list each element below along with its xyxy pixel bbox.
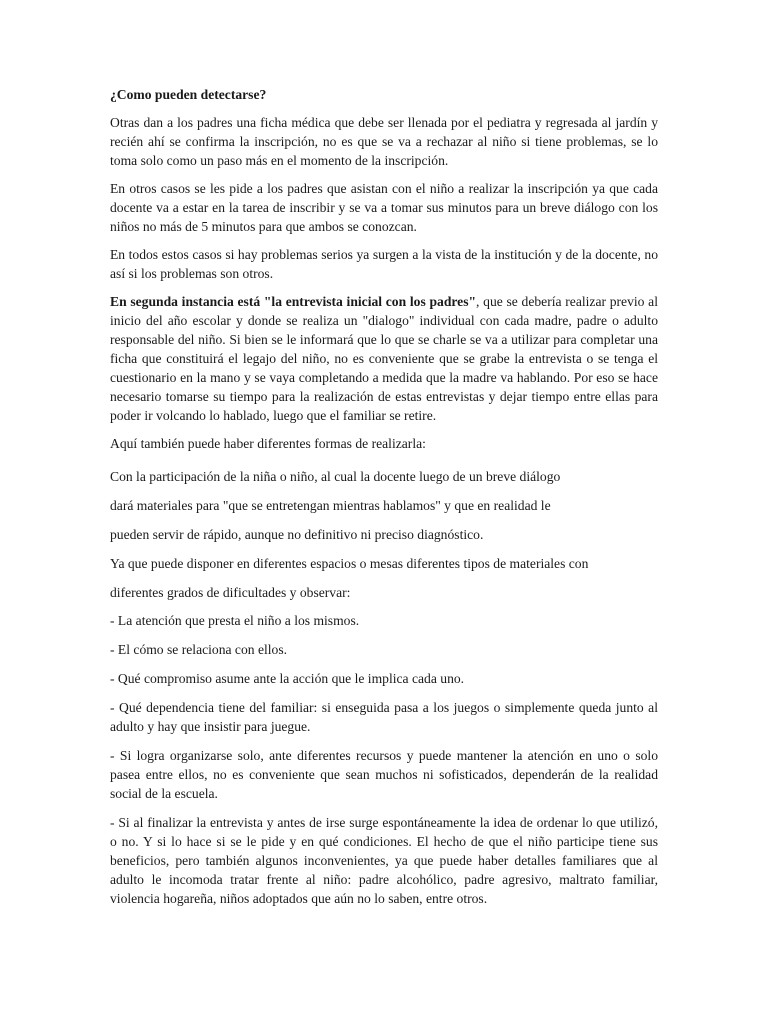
- list-item: - Qué compromiso asume ante la acción que le implica cada uno.: [110, 671, 465, 686]
- list-item: - Si al finalizar la entrevista y antes de irse surge espontáneamente la idea de ordenar lo que utilizó, o no. Y si lo hace si se le pide y en qué condiciones. El hecho de que el niño participe tiene sus beneficios, pero también algunos inconvenientes, ya que puede haber detalles familiares que al adulto le incomoda tratar frente al niño: padre alcohólico, padre agresivo, maltrato familiar, violencia hogareña, niños adoptados que aún no lo saben, entre otros.: [110, 815, 658, 906]
- list-item: - La atención que presta el niño a los mismos.: [110, 613, 360, 628]
- section-title: ¿Como pueden detectarse?: [110, 87, 267, 102]
- text-line: pueden servir de rápido, aunque no definitivo ni preciso diagnóstico.: [110, 527, 484, 542]
- paragraph-serious-problems: En todos estos casos si hay problemas serios ya surgen a la vista de la institución y de la docente, no así si los problemas son otros.: [110, 247, 658, 281]
- paragraph-materials: [110, 549, 658, 607]
- text-line: Con la participación de la niña o niño, al cual la docente luego de un breve diálogo: [110, 469, 561, 484]
- initial-interview-text: , que se debería realizar previo al inicio del año escolar y donde se realiza un "dialogo" individual con cada madre, padre o adulto responsable del niño. Si bien se le informará que lo que se charle se va a utilizar para completar una ficha que constituirá el legajo del niño, no es conveniente que se grabe la entrevista o se tenga el cuestionario en la mano y se vaya completando a medida que la madre va hablando. Por eso se hace necesario tomarse su tiempo para la realización de estas entrevistas y dejar tiempo entre ellas para poder ir volcando lo hablado, luego que el familiar se retire.: [110, 294, 658, 423]
- paragraph-child-participation: [110, 462, 658, 549]
- text-line: Ya que puede disponer en diferentes espacios o mesas diferentes tipos de materiales con: [110, 556, 589, 571]
- document-page: [110, 85, 658, 918]
- paragraph-registration-visit: En otros casos se les pide a los padres que asistan con el niño a realizar la inscripción ya que cada docente va a estar en la tarea de inscribir y se va a tomar sus minutos para un breve diálogo con los niños no más de 5 minutos para que ambos se conozcan.: [110, 181, 658, 234]
- text-line: dará materiales para "que se entretengan mientras hablamos" y que en realidad le: [110, 498, 551, 513]
- list-item: - Qué dependencia tiene del familiar: si enseguida pasa a los juegos o simplemente queda junto al adulto y hay que insistir para juegue.: [110, 700, 658, 734]
- list-item: - Si logra organizarse solo, ante diferentes recursos y puede mantener la atención en uno o solo pasea entre ellos, no es conveniente que sean muchos ni sofisticados, dependerán de la realidad social de la escuela.: [110, 748, 658, 801]
- paragraph-medical-form: Otras dan a los padres una ficha médica que debe ser llenada por el pediatra y regresada al jardín y recién ahí se confirma la inscripción, no es que se va a rechazar al niño si tiene problemas, se lo toma solo como un paso más en el momento de la inscripción.: [110, 115, 658, 168]
- observation-list: [110, 611, 658, 908]
- text-line: diferentes grados de dificultades y observar:: [110, 585, 351, 600]
- list-item: - El cómo se relaciona con ellos.: [110, 642, 288, 657]
- paragraph-initial-interview: [110, 292, 658, 425]
- paragraph-forms-intro: Aquí también puede haber diferentes formas de realizarla:: [110, 436, 426, 451]
- initial-interview-heading: En segunda instancia está "la entrevista inicial con los padres": [110, 294, 477, 309]
